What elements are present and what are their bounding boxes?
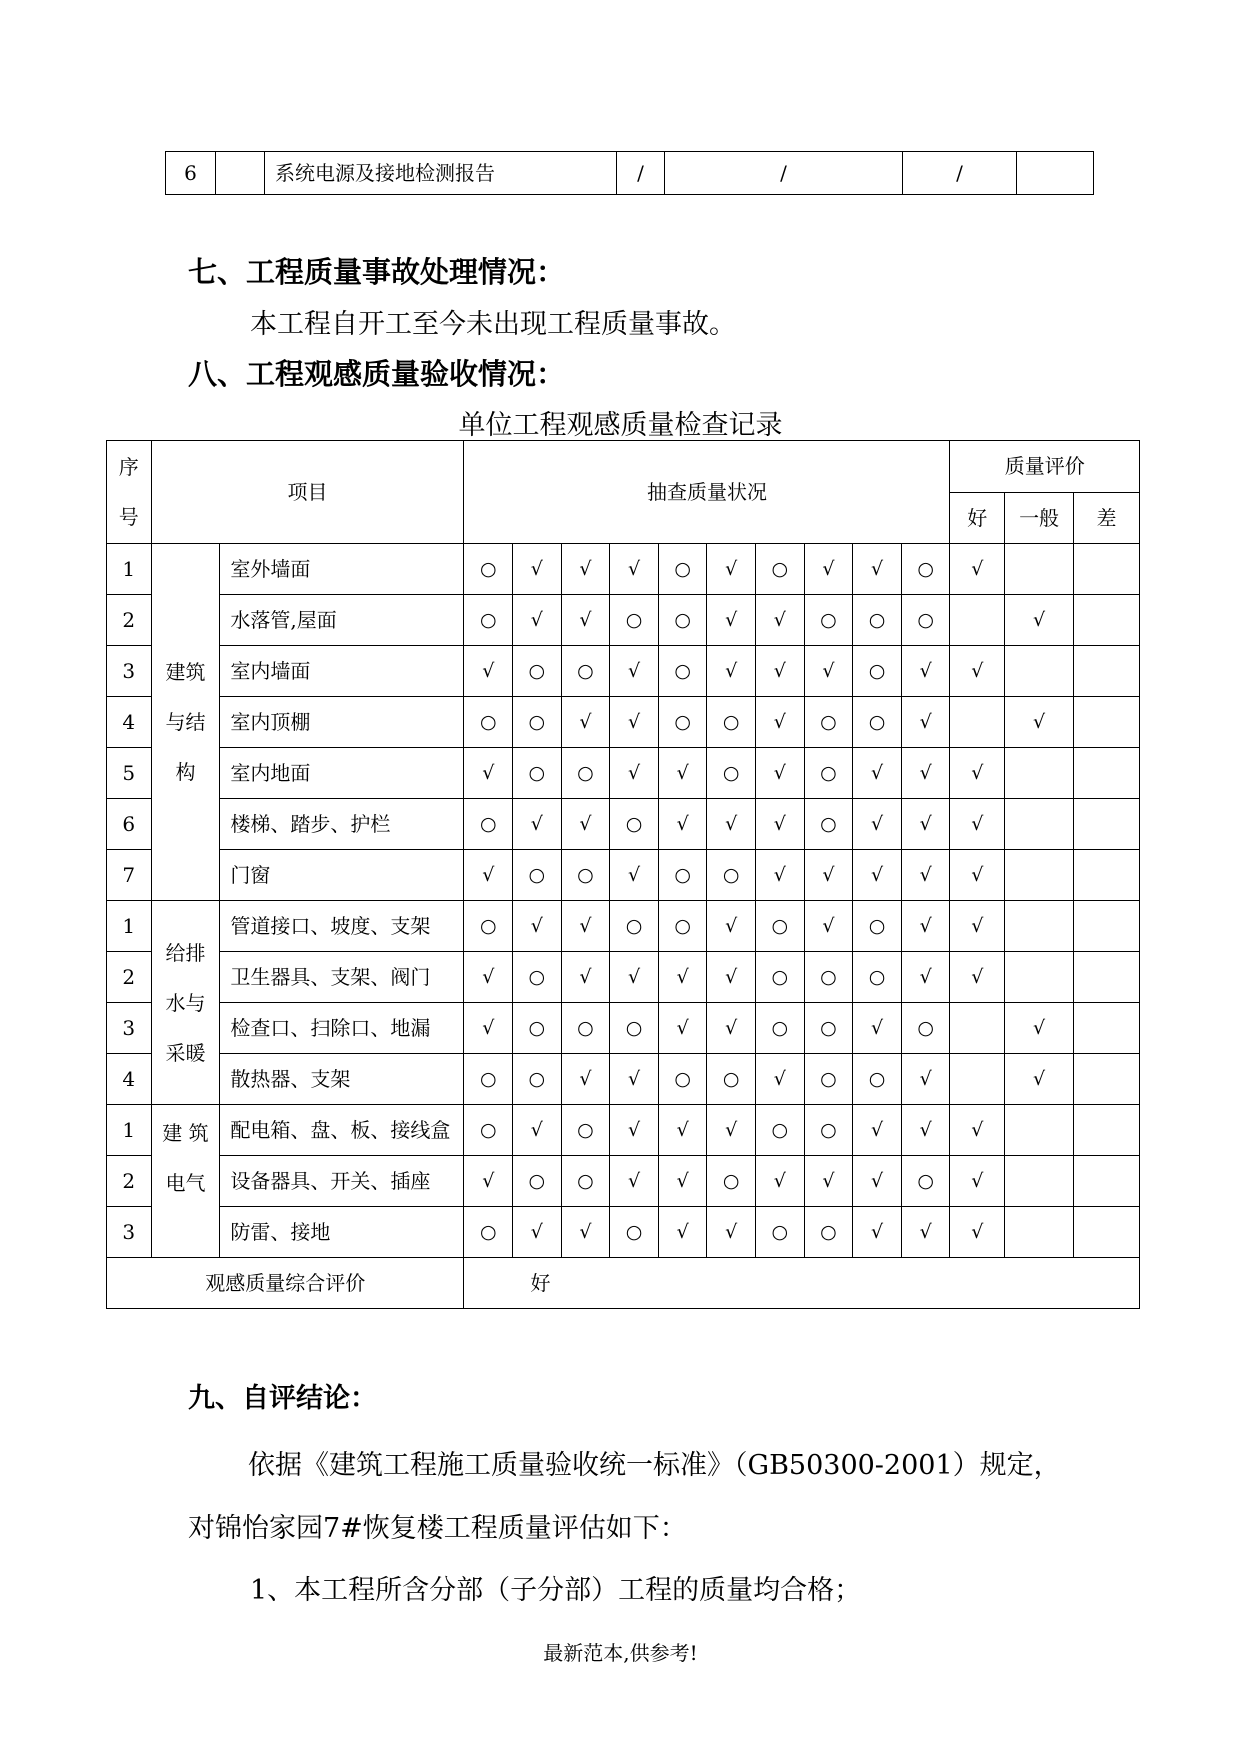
check-mark: √	[707, 544, 756, 595]
check-mark: ○	[561, 1105, 610, 1156]
check-mark: ○	[513, 697, 562, 748]
report-table	[165, 151, 1094, 195]
check-mark: ○	[804, 952, 853, 1003]
check-mark: √	[513, 544, 562, 595]
check-mark: √	[853, 799, 902, 850]
check-mark: ○	[707, 697, 756, 748]
row-number: 3	[107, 1207, 152, 1258]
check-mark: ○	[464, 1105, 513, 1156]
check-mark: √	[513, 799, 562, 850]
check-mark: ○	[658, 1054, 707, 1105]
check-mark: ○	[707, 1054, 756, 1105]
item-name: 楼梯、踏步、护栏	[220, 799, 464, 850]
check-mark: √	[901, 748, 950, 799]
check-mark: √	[901, 646, 950, 697]
rating-good: √	[950, 1105, 1005, 1156]
header-good: 好	[950, 492, 1005, 544]
check-mark: ○	[707, 850, 756, 901]
row-number: 5	[107, 748, 152, 799]
category-line: 与结	[165, 710, 206, 734]
rating-good: √	[950, 544, 1005, 595]
check-mark: ○	[756, 1105, 805, 1156]
row-number: 2	[107, 1156, 152, 1207]
check-mark: ○	[853, 646, 902, 697]
check-mark: √	[756, 646, 805, 697]
check-mark: √	[901, 1105, 950, 1156]
rating-fair: √	[1005, 1003, 1074, 1054]
check-mark: √	[901, 1054, 950, 1105]
section-9-heading: 九、自评结论：	[188, 1383, 377, 1414]
rating-fair	[1005, 1156, 1074, 1207]
table-row	[107, 1156, 1140, 1207]
check-mark: ○	[464, 544, 513, 595]
check-mark: √	[853, 1003, 902, 1054]
rating-fair: √	[1005, 1054, 1074, 1105]
check-mark: √	[707, 1105, 756, 1156]
check-mark: √	[804, 850, 853, 901]
cell-value: /	[665, 152, 903, 195]
check-mark: √	[756, 748, 805, 799]
check-mark: ○	[513, 952, 562, 1003]
table-title: 单位工程观感质量检查记录	[458, 410, 783, 441]
check-mark: ○	[756, 952, 805, 1003]
check-mark: ○	[561, 748, 610, 799]
section-9-paragraph-2: 对锦怡家园7#恢复楼工程质量评估如下：	[188, 1513, 687, 1544]
check-mark: √	[853, 1207, 902, 1258]
rating-good: √	[950, 901, 1005, 952]
check-mark: ○	[853, 1054, 902, 1105]
check-mark: √	[610, 850, 659, 901]
check-mark: ○	[658, 646, 707, 697]
rating-poor	[1074, 748, 1140, 799]
check-mark: √	[901, 1207, 950, 1258]
check-mark: √	[561, 799, 610, 850]
table-row	[107, 595, 1140, 646]
check-mark: ○	[464, 595, 513, 646]
category-line: 采暖	[165, 1040, 206, 1065]
check-mark: √	[756, 1156, 805, 1207]
rating-fair	[1005, 952, 1074, 1003]
check-mark: ○	[464, 1207, 513, 1258]
check-mark: √	[756, 1054, 805, 1105]
check-mark: √	[464, 1156, 513, 1207]
check-mark: √	[804, 646, 853, 697]
rating-fair	[1005, 901, 1074, 952]
cell-value: /	[617, 152, 665, 195]
category-line: 电气	[165, 1171, 206, 1195]
check-mark: ○	[513, 1156, 562, 1207]
section-8-heading: 八、工程观感质量验收情况：	[188, 357, 566, 391]
check-mark: √	[658, 1105, 707, 1156]
rating-fair	[1005, 1105, 1074, 1156]
rating-poor	[1074, 799, 1140, 850]
check-mark: ○	[804, 799, 853, 850]
rating-good: √	[950, 1156, 1005, 1207]
table-row	[107, 901, 1140, 952]
row-number: 6	[107, 799, 152, 850]
check-mark: √	[707, 799, 756, 850]
check-mark: ○	[464, 697, 513, 748]
item-name: 室外墙面	[220, 544, 464, 595]
rating-fair	[1005, 799, 1074, 850]
table-row	[107, 952, 1140, 1003]
check-mark: ○	[610, 901, 659, 952]
rating-good	[950, 1054, 1005, 1105]
check-mark: √	[513, 1207, 562, 1258]
check-mark: ○	[804, 1054, 853, 1105]
table-row	[107, 646, 1140, 697]
summary-row	[107, 1258, 1140, 1309]
check-mark: √	[853, 544, 902, 595]
check-mark: ○	[853, 901, 902, 952]
header-status: 抽查质量状况	[464, 441, 950, 544]
table-row	[107, 850, 1140, 901]
check-mark: ○	[853, 595, 902, 646]
rating-fair	[1005, 646, 1074, 697]
check-mark: √	[707, 1207, 756, 1258]
check-mark: ○	[658, 544, 707, 595]
blank-cell	[216, 152, 265, 195]
check-mark: √	[610, 697, 659, 748]
check-mark: ○	[756, 1003, 805, 1054]
table-row	[107, 1003, 1140, 1054]
check-mark: √	[658, 748, 707, 799]
item-name: 散热器、支架	[220, 1054, 464, 1105]
rating-poor	[1074, 697, 1140, 748]
rating-poor	[1074, 952, 1140, 1003]
row-number: 4	[107, 1054, 152, 1105]
check-mark: √	[901, 697, 950, 748]
rating-poor	[1074, 850, 1140, 901]
check-mark: √	[610, 748, 659, 799]
rating-fair	[1005, 748, 1074, 799]
table-row	[166, 152, 1094, 195]
check-mark: √	[464, 1003, 513, 1054]
check-mark: √	[561, 595, 610, 646]
header-no	[107, 441, 152, 544]
check-mark: ○	[610, 799, 659, 850]
check-mark: ○	[804, 1207, 853, 1258]
item-name: 水落管,屋面	[220, 595, 464, 646]
check-mark: √	[513, 901, 562, 952]
check-mark: √	[658, 952, 707, 1003]
check-mark: √	[513, 595, 562, 646]
check-mark: ○	[707, 1156, 756, 1207]
check-mark: √	[658, 1207, 707, 1258]
item-name: 门窗	[220, 850, 464, 901]
rating-good	[950, 697, 1005, 748]
check-mark: √	[756, 850, 805, 901]
rating-good: √	[950, 799, 1005, 850]
check-mark: √	[853, 1156, 902, 1207]
rating-fair	[1005, 1207, 1074, 1258]
check-mark: ○	[513, 1054, 562, 1105]
check-mark: ○	[513, 1003, 562, 1054]
check-mark: √	[756, 595, 805, 646]
rating-poor	[1074, 1054, 1140, 1105]
check-mark: ○	[610, 1207, 659, 1258]
rating-poor	[1074, 1156, 1140, 1207]
rating-fair: √	[1005, 697, 1074, 748]
page-footer: 最新范本,供参考!	[543, 1641, 698, 1665]
rating-poor	[1074, 901, 1140, 952]
check-mark: ○	[901, 1156, 950, 1207]
check-mark: ○	[464, 799, 513, 850]
rating-poor	[1074, 1105, 1140, 1156]
header-no-line2: 号	[118, 505, 139, 529]
item-name: 室内顶棚	[220, 697, 464, 748]
check-mark: ○	[756, 1207, 805, 1258]
check-mark: √	[901, 799, 950, 850]
check-mark: √	[707, 901, 756, 952]
cell-value	[1017, 152, 1094, 195]
category-line: 建筑	[165, 660, 206, 684]
rating-poor	[1074, 646, 1140, 697]
check-mark: ○	[804, 1105, 853, 1156]
check-mark: ○	[513, 646, 562, 697]
check-mark: ○	[853, 952, 902, 1003]
check-mark: ○	[464, 901, 513, 952]
category-line: 构	[175, 760, 196, 784]
check-mark: ○	[658, 901, 707, 952]
check-mark: ○	[610, 1003, 659, 1054]
check-mark: ○	[804, 748, 853, 799]
rating-poor	[1074, 1003, 1140, 1054]
check-mark: √	[561, 697, 610, 748]
check-mark: √	[756, 799, 805, 850]
header-fair: 一般	[1005, 492, 1074, 544]
check-mark: ○	[561, 646, 610, 697]
row-number: 2	[107, 952, 152, 1003]
table-row	[107, 1207, 1140, 1258]
check-mark: √	[658, 1003, 707, 1054]
check-mark: √	[561, 901, 610, 952]
check-mark: √	[561, 1207, 610, 1258]
check-mark: √	[513, 1105, 562, 1156]
item-name: 管道接口、坡度、支架	[220, 901, 464, 952]
check-mark: ○	[901, 544, 950, 595]
inspection-table	[106, 440, 1140, 1309]
check-mark: ○	[804, 697, 853, 748]
row-number: 1	[107, 901, 152, 952]
table-row	[107, 697, 1140, 748]
row-number: 3	[107, 1003, 152, 1054]
row-number: 7	[107, 850, 152, 901]
check-mark: √	[853, 850, 902, 901]
check-mark: √	[707, 646, 756, 697]
table-row	[107, 799, 1140, 850]
check-mark: ○	[610, 595, 659, 646]
check-mark: ○	[513, 850, 562, 901]
check-mark: √	[610, 1054, 659, 1105]
check-mark: ○	[901, 1003, 950, 1054]
check-mark: ○	[561, 1156, 610, 1207]
item-name: 设备器具、开关、插座	[220, 1156, 464, 1207]
table-row	[107, 1054, 1140, 1105]
check-mark: √	[610, 544, 659, 595]
header-poor: 差	[1074, 492, 1140, 544]
check-mark: √	[464, 646, 513, 697]
check-mark: ○	[804, 1003, 853, 1054]
cell-value: /	[903, 152, 1017, 195]
check-mark: √	[756, 697, 805, 748]
check-mark: √	[901, 901, 950, 952]
item-name: 检查口、扫除口、地漏	[220, 1003, 464, 1054]
check-mark: ○	[658, 595, 707, 646]
category-electric	[151, 1105, 220, 1258]
check-mark: √	[804, 1156, 853, 1207]
summary-value: 好	[464, 1258, 1140, 1309]
category-building	[151, 544, 220, 901]
rating-good: √	[950, 952, 1005, 1003]
table-header-row	[107, 441, 1140, 493]
header-no-line1: 序	[118, 455, 139, 479]
item-name: 卫生器具、支架、阀门	[220, 952, 464, 1003]
check-mark: √	[561, 544, 610, 595]
category-line: 建 筑	[162, 1121, 209, 1145]
row-number: 3	[107, 646, 152, 697]
check-mark: √	[707, 1003, 756, 1054]
rating-good: √	[950, 646, 1005, 697]
check-mark: √	[610, 646, 659, 697]
check-mark: √	[610, 1156, 659, 1207]
check-mark: √	[464, 850, 513, 901]
rating-good	[950, 595, 1005, 646]
item-name: 防雷、接地	[220, 1207, 464, 1258]
check-mark: √	[658, 799, 707, 850]
rating-poor	[1074, 1207, 1140, 1258]
item-name: 室内地面	[220, 748, 464, 799]
check-mark: ○	[561, 1003, 610, 1054]
check-mark: √	[561, 1054, 610, 1105]
check-mark: ○	[707, 748, 756, 799]
category-plumbing	[151, 901, 220, 1105]
row-number: 4	[107, 697, 152, 748]
check-mark: √	[707, 595, 756, 646]
check-mark: √	[707, 952, 756, 1003]
check-mark: ○	[561, 850, 610, 901]
rating-good: √	[950, 1207, 1005, 1258]
item-name: 配电箱、盘、板、接线盒	[220, 1105, 464, 1156]
section-9-paragraph-1: 依据《建筑工程施工质量验收统一标准》（GB50300-2001）规定，	[248, 1450, 1061, 1481]
section-9-paragraph-3: 1、本工程所含分部（子分部）工程的质量均合格；	[250, 1575, 862, 1606]
check-mark: ○	[658, 697, 707, 748]
check-mark: √	[464, 952, 513, 1003]
rating-fair	[1005, 850, 1074, 901]
check-mark: √	[901, 952, 950, 1003]
check-mark: ○	[901, 595, 950, 646]
category-line: 水与	[165, 990, 206, 1015]
section-7-text: 本工程自开工至今未出现工程质量事故。	[250, 309, 736, 340]
rating-poor	[1074, 544, 1140, 595]
check-mark: ○	[464, 1054, 513, 1105]
row-number: 1	[107, 1105, 152, 1156]
section-7-heading: 七、工程质量事故处理情况：	[188, 255, 566, 289]
check-mark: ○	[853, 697, 902, 748]
check-mark: √	[804, 901, 853, 952]
rating-good	[950, 1003, 1005, 1054]
table-row	[107, 1105, 1140, 1156]
header-rating: 质量评价	[950, 441, 1140, 493]
check-mark: ○	[756, 901, 805, 952]
table-row	[107, 748, 1140, 799]
rating-fair	[1005, 544, 1074, 595]
row-number: 2	[107, 595, 152, 646]
check-mark: √	[901, 850, 950, 901]
header-item: 项目	[151, 441, 464, 544]
check-mark: √	[658, 1156, 707, 1207]
check-mark: √	[610, 952, 659, 1003]
check-mark: √	[804, 544, 853, 595]
summary-label: 观感质量综合评价	[107, 1258, 464, 1309]
rating-fair: √	[1005, 595, 1074, 646]
item-name: 系统电源及接地检测报告	[265, 152, 617, 195]
category-line: 给排	[165, 940, 206, 965]
item-name: 室内墙面	[220, 646, 464, 697]
check-mark: √	[561, 952, 610, 1003]
check-mark: √	[464, 748, 513, 799]
rating-good: √	[950, 748, 1005, 799]
check-mark: ○	[756, 544, 805, 595]
check-mark: ○	[658, 850, 707, 901]
check-mark: √	[853, 1105, 902, 1156]
check-mark: ○	[804, 595, 853, 646]
table-row	[107, 544, 1140, 595]
row-number: 6	[166, 152, 216, 195]
rating-good: √	[950, 850, 1005, 901]
check-mark: √	[853, 748, 902, 799]
check-mark: ○	[513, 748, 562, 799]
check-mark: √	[610, 1105, 659, 1156]
rating-poor	[1074, 595, 1140, 646]
row-number: 1	[107, 544, 152, 595]
